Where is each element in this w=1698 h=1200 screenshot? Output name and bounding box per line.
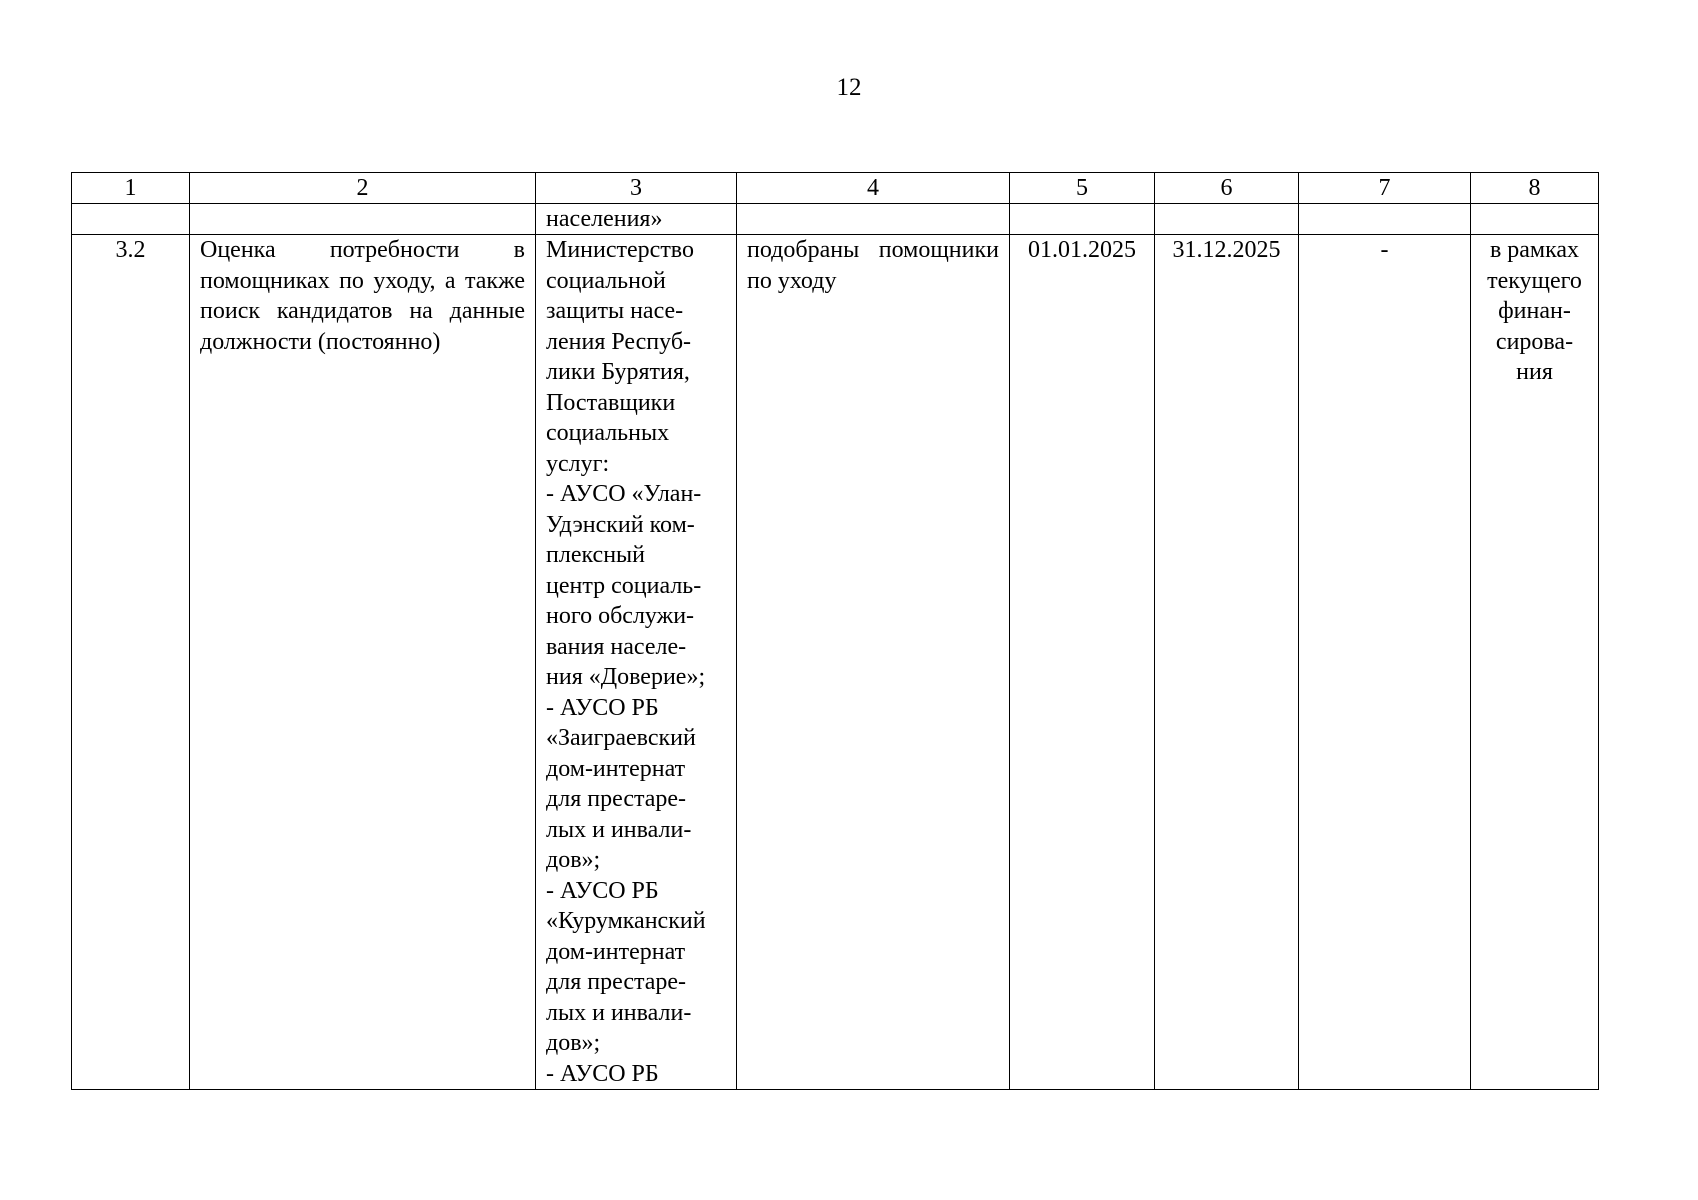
column-header-1: 1 xyxy=(72,173,190,204)
column-number-row xyxy=(72,173,1599,204)
end-date-cell: 31.12.2025 xyxy=(1155,235,1299,1090)
column-header-3: 3 xyxy=(536,173,737,204)
column-header-5: 5 xyxy=(1010,173,1155,204)
column-header-6: 6 xyxy=(1155,173,1299,204)
executor-cell: Министерство социальной защиты насе- ления Респуб- лики Бурятия, Поставщики социальных услуг: - АУСО «Улан- Удэнский ком- плексный центр социаль- ного обслужи- вания населе- ния «Доверие»; - АУСО РБ «Заиграевский дом-интернат для престаре- лых и инвали- дов»; - АУСО РБ «Курумканский дом-интернат для престаре- лых и инвали- дов»; - АУСО РБ xyxy=(536,235,737,1090)
continuation-row xyxy=(72,204,1599,235)
continuation-cell-8 xyxy=(1471,204,1599,235)
result-cell: подобраны помощники по уходу xyxy=(737,235,1010,1090)
plan-table xyxy=(71,172,1599,1090)
column-header-7: 7 xyxy=(1299,173,1471,204)
column-header-4: 4 xyxy=(737,173,1010,204)
row-number: 3.2 xyxy=(72,235,190,1090)
continuation-cell-1 xyxy=(72,204,190,235)
continuation-cell-5 xyxy=(1010,204,1155,235)
continuation-cell-7 xyxy=(1299,204,1471,235)
continuation-executor-cell: населения» xyxy=(536,204,737,235)
column-header-8: 8 xyxy=(1471,173,1599,204)
start-date-cell: 01.01.2025 xyxy=(1010,235,1155,1090)
activity-cell: Оценка потребности в помощниках по уходу, а также поиск кандидатов на данные должности (постоянно) xyxy=(190,235,536,1090)
column-7-cell: - xyxy=(1299,235,1471,1090)
continuation-cell-2 xyxy=(190,204,536,235)
column-header-2: 2 xyxy=(190,173,536,204)
table-row xyxy=(72,235,1599,1090)
financing-cell: в рамках текущего финан- сирова- ния xyxy=(1471,235,1599,1090)
continuation-cell-4 xyxy=(737,204,1010,235)
continuation-cell-6 xyxy=(1155,204,1299,235)
page-number: 12 xyxy=(836,74,862,101)
